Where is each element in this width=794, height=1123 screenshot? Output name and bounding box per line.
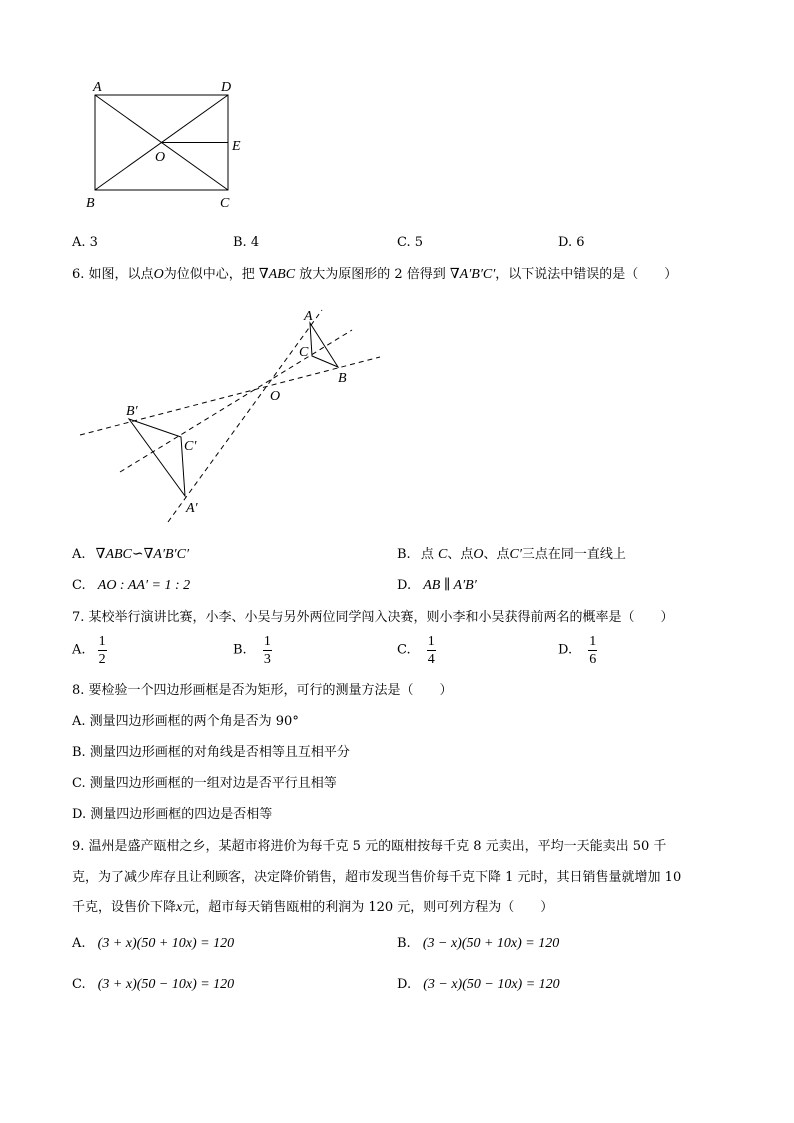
q9-option-a xyxy=(72,935,234,953)
q7-option-b-letter: B. xyxy=(233,642,247,658)
q6-option-b-m1: C xyxy=(437,547,448,562)
q9-stem-text-a: 千克，设售价下降 xyxy=(72,900,177,915)
q6-option-b-m3: C′ xyxy=(509,547,522,562)
q7-option-c-letter: C. xyxy=(397,642,411,658)
fraction-numerator: 1 xyxy=(427,634,435,649)
point-label-a: A xyxy=(93,80,102,95)
q6-stem-o: O xyxy=(153,267,164,282)
fraction-denominator: 6 xyxy=(589,652,597,667)
q6-stem-text-1: 如图，以点 xyxy=(88,267,154,282)
q6-option-a xyxy=(72,546,189,564)
q7-option-d-letter: D. xyxy=(558,642,573,658)
point-label-e: E xyxy=(232,139,241,154)
q7-option-d-fraction xyxy=(588,634,597,667)
fraction-numerator: 1 xyxy=(98,634,106,649)
q6-number: 6. xyxy=(72,267,85,282)
q7-option-a-letter: A. xyxy=(72,642,86,658)
triangle-abc xyxy=(310,323,338,367)
q9-option-d-letter: D. xyxy=(397,977,412,992)
point-label-d: D xyxy=(221,80,232,95)
q9-stem-line-3 xyxy=(72,899,553,917)
q9-option-b xyxy=(397,935,559,953)
fraction-numerator: 1 xyxy=(589,634,597,649)
q9-option-b-letter: B. xyxy=(397,936,411,951)
q6-option-b-text-4: 三点在同一直线上 xyxy=(521,547,626,562)
q7-option-d xyxy=(558,634,597,667)
q9-stem-x: x xyxy=(176,900,183,915)
q8-option-c: C. 测量四边形画框的一组对边是否平行且相等 xyxy=(72,776,337,791)
q5-option-a: A. 3 xyxy=(72,235,98,250)
q6-stem-triangle-1: ∇ABC xyxy=(258,267,296,282)
point-label-c-prime: C′ xyxy=(184,439,197,454)
point-label-o: O xyxy=(270,389,281,404)
q6-option-d-letter: D. xyxy=(397,578,412,593)
q9-option-d-equation: (3 − x)(50 − 10x) = 120 xyxy=(423,977,560,992)
q6-option-b-text-3: 、点 xyxy=(483,547,510,562)
q7-option-a xyxy=(72,634,107,667)
q9-option-a-equation: (3 + x)(50 + 10x) = 120 xyxy=(97,936,235,951)
homothety-figure xyxy=(70,300,390,535)
q9-stem-line-1: 9. 温州是盛产瓯柑之乡，某超市将进价为每千克 5 元的瓯柑按每千克 8 元卖出，平均一天能卖出 50 千 xyxy=(72,839,667,854)
q6-option-b-text-2: 、点 xyxy=(447,547,474,562)
q6-option-a-letter: A. xyxy=(72,547,86,562)
rectangle-figure xyxy=(80,75,260,215)
q7-option-c xyxy=(397,634,436,667)
point-label-a-prime: A′ xyxy=(186,501,198,516)
q7-stem: 7. 某校举行演讲比赛，小李、小吴与另外两位同学闯入决赛，则小李和小吴获得前两名的概率是（ ） xyxy=(72,610,674,625)
point-label-a: A xyxy=(304,309,313,324)
q6-stem-text-3: 放大为原图形的 2 倍得到 xyxy=(299,267,446,282)
q9-stem-text-b: 元，超市每天销售瓯柑的利润为 120 元，则可列方程为（ ） xyxy=(182,900,554,915)
q7-option-b xyxy=(233,634,272,667)
fraction-denominator: 4 xyxy=(427,652,435,667)
q9-option-b-equation: (3 − x)(50 + 10x) = 120 xyxy=(422,936,560,951)
triangle-a2b2c2 xyxy=(129,419,185,496)
q6-option-d-math: AB ∥ A′B′ xyxy=(423,578,477,593)
point-label-c: C xyxy=(299,345,309,360)
q5-option-b: B. 4 xyxy=(233,235,260,250)
q6-option-d xyxy=(397,577,477,595)
q6-stem-text-4: ，以下说法中错误的是（ ） xyxy=(495,267,678,282)
q6-option-c-math: AO : AA′ = 1 : 2 xyxy=(97,578,191,593)
q6-option-c-letter: C. xyxy=(72,578,86,593)
q6-option-b-text-1: 点 xyxy=(420,547,434,562)
q6-stem-triangle-2: ∇A′B′C′ xyxy=(449,267,496,282)
point-label-o: O xyxy=(155,150,166,165)
q6-option-b-m2: O xyxy=(473,547,484,562)
q7-option-a-fraction xyxy=(98,634,107,667)
point-label-b-prime: B′ xyxy=(126,404,138,419)
q8-stem: 8. 要检验一个四边形画框是否为矩形，可行的测量方法是（ ） xyxy=(72,683,453,698)
q9-stem-line-2: 克，为了减少库存且让利顾客，决定降价销售，超市发现当售价每千克下降 1 元时，其日销售量就增加 10 xyxy=(72,870,682,885)
fraction-denominator: 3 xyxy=(263,652,271,667)
q9-option-c-letter: C. xyxy=(72,977,86,992)
q6-option-c xyxy=(72,577,190,595)
point-label-b: B xyxy=(338,371,347,386)
fraction-numerator: 1 xyxy=(263,634,271,649)
q8-option-a: A. 测量四边形画框的两个角是否为 90° xyxy=(72,714,299,729)
q8-option-d: D. 测量四边形画框的四边是否相等 xyxy=(72,807,273,822)
q6-stem-text-2: 为位似中心，把 xyxy=(163,267,255,282)
q5-option-d: D. 6 xyxy=(558,235,585,250)
point-label-b: B xyxy=(86,196,95,211)
q7-option-b-fraction xyxy=(263,634,272,667)
q9-option-c-equation: (3 + x)(50 − 10x) = 120 xyxy=(97,977,235,992)
q6-stem xyxy=(72,266,677,284)
q7-option-c-fraction xyxy=(427,634,436,667)
dashed-line-aa xyxy=(168,310,322,522)
q8-option-b: B. 测量四边形画框的对角线是否相等且互相平分 xyxy=(72,745,350,760)
point-label-c: C xyxy=(220,196,230,211)
q5-option-c: C. 5 xyxy=(397,235,424,250)
q6-option-b xyxy=(397,546,626,564)
dashed-line-cc xyxy=(120,330,352,472)
dashed-line-bb xyxy=(80,357,380,435)
fraction-denominator: 2 xyxy=(98,652,106,667)
q9-option-d xyxy=(397,976,560,994)
q9-option-a-letter: A. xyxy=(72,936,86,951)
q6-option-a-math: ∇ABC∽∇A′B′C′ xyxy=(95,547,190,562)
q6-option-b-letter: B. xyxy=(397,547,411,562)
q9-option-c xyxy=(72,976,234,994)
